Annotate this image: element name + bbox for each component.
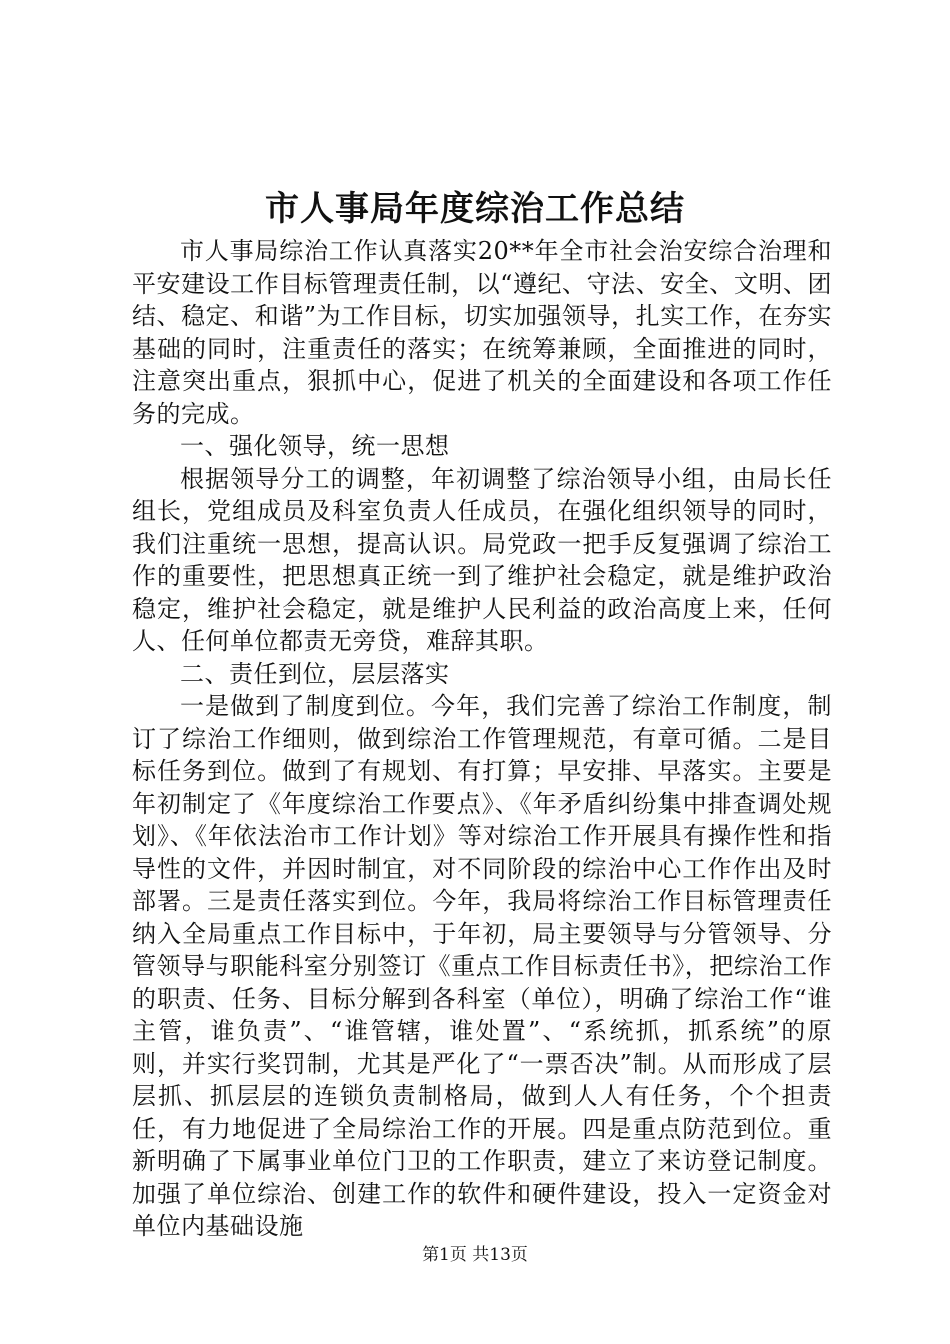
page-footer: 第1页 共13页	[422, 1245, 528, 1265]
section-2-paragraph: 一是做到了制度到位。今年，我们完善了综治工作制度，制订了综治工作细则，做到综治工作管理规范，有章可循。二是目标任务到位。做到了有规划、有打算；早安排、早落实。主要是年初制定了《年度综治工作要点》、《年矛盾纠纷集中排查调处规划》、《年依法治市工作计划》等对综治工作开展具有操作性和指导性的文件，并因时制宜，对不同阶段的综治中心工作作出及时部署。三是责任落实到位。今年，我局将综治工作目标管理责任纳入全局重点工作目标中，于年初，局主要领导与分管领导、分管领导与职能科室分别签订《重点工作目标责任书》，把综治工作的职责、任务、目标分解到各科室（单位），明确了综治工作“谁主管，谁负责”、“谁管辖，谁处置”、“系统抓，抓系统”的原则，并实行奖罚制，尤其是严化了“一票否决”制。从而形成了层层抓、抓层层的连锁负责制格局，做到人人有任务，个个担责任，有力地促进了全局综治工作的开展。四是重点防范到位。重新明确了下属事业单位门卫的工作职责，建立了来访登记制度。加强了单位综治、创建工作的软件和硬件建设，投入一定资金对单位内基础设施	[132, 692, 832, 1240]
section-1-paragraph: 根据领导分工的调整，年初调整了综治领导小组，由局长任组长，党组成员及科室负责人任成员，在强化组织领导的同时，我们注重统一思想，提高认识。局党政一把手反复强调了综治工作的重要性，把思想真正统一到了维护社会稳定，就是维护政治稳定，维护社会稳定，就是维护人民利益的政治高度上来，任何人、任何单位都责无旁贷，难辞其职。	[132, 464, 832, 655]
section-heading-1: 一、强化领导，统一思想	[180, 432, 450, 460]
document-title: 市人事局年度综治工作总结	[265, 189, 685, 229]
intro-paragraph: 市人事局综治工作认真落实20**年全市社会治安综合治理和平安建设工作目标管理责任制，以“遵纪、守法、安全、文明、团结、稳定、和谐”为工作目标，切实加强领导，扎实工作，在夯实基础的同时，注重责任的落实；在统筹兼顾，全面推进的同时，注意突出重点，狠抓中心，促进了机关的全面建设和各项工作任务的完成。	[132, 237, 832, 428]
section-heading-2: 二、责任到位，层层落实	[180, 659, 450, 688]
document-body	[132, 235, 832, 1243]
